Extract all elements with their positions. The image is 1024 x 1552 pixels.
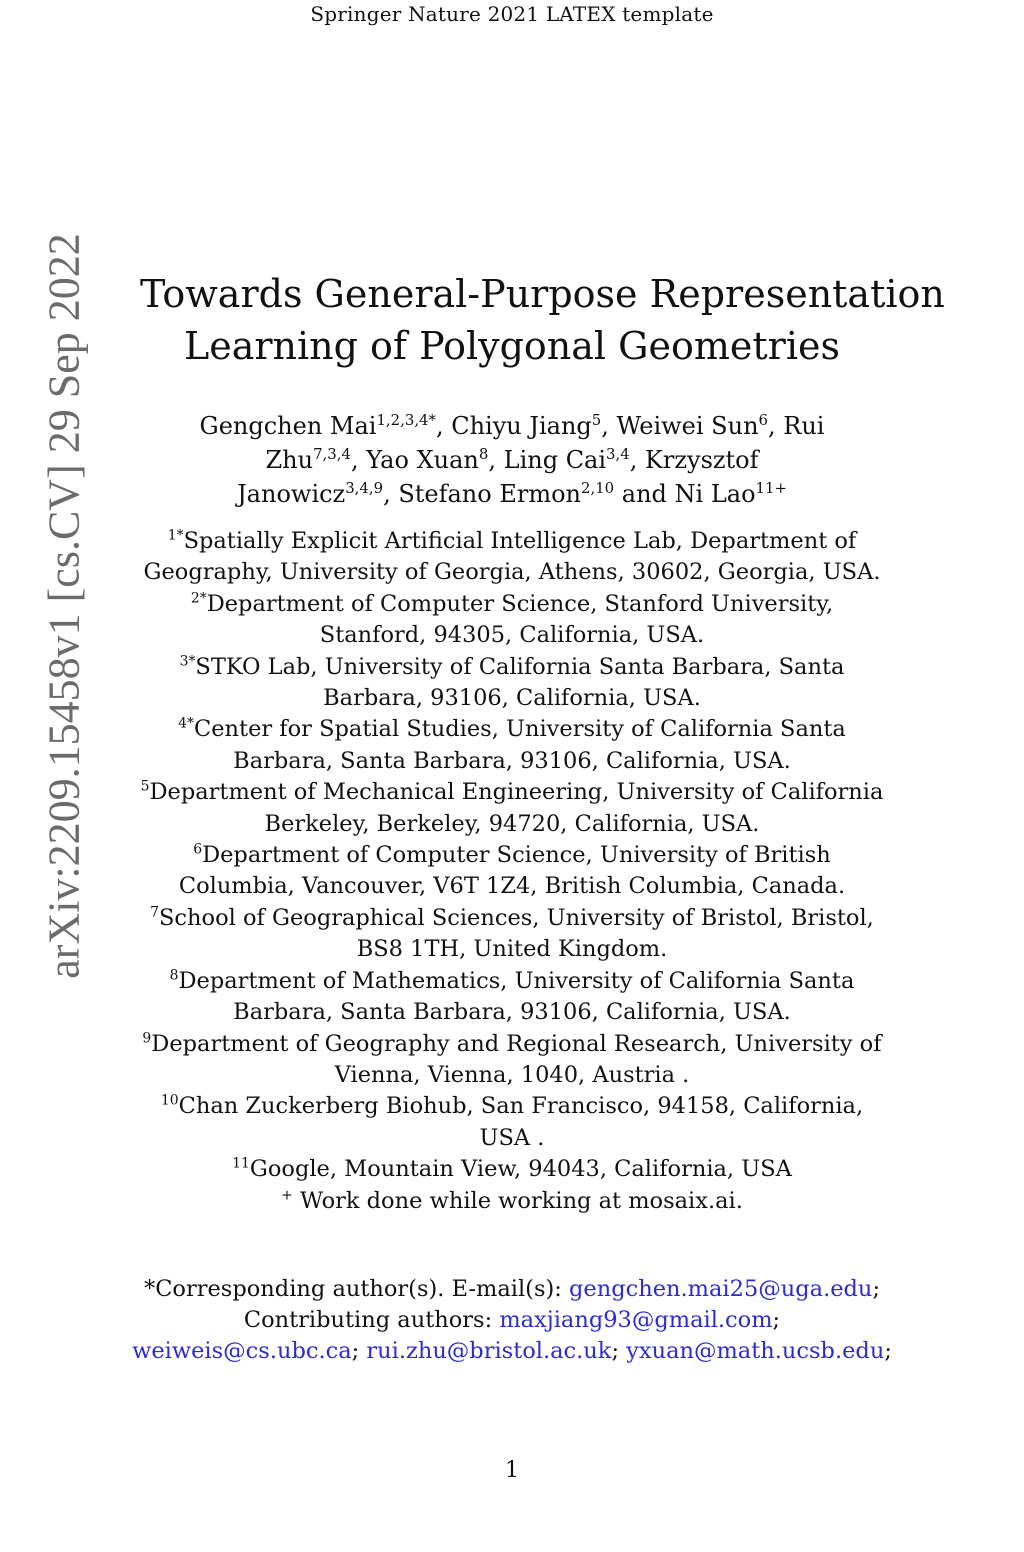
contributing-label: Contributing authors: — [243, 1307, 493, 1333]
author-list: Gengchen Mai$^{1,2,3,4*}$, Chiyu Jiang$^5$, Weiwei Sun$^6$, Rui Zhu$^{7,3,4}$, Yao Xuan$^8$, Ling Cai$^{3,4}$, Krzysztof Janowicz$^{3,4,9}$, Stefano Ermon$^{2,10}$ and Ni Lao$^{11+}$ — [199, 410, 825, 508]
affil-sup: 1* — [167, 527, 184, 544]
author-name: Ni Lao — [674, 480, 756, 508]
author-affil-sup: 7,3,4 — [313, 444, 351, 463]
affil-sup: 4* — [178, 715, 195, 732]
email-link[interactable]: weiweis@cs.ubc.ca — [132, 1338, 352, 1364]
author-name: Chiyu Jiang — [451, 412, 592, 440]
email-link[interactable]: maxjiang93@gmail.com — [499, 1307, 773, 1333]
affiliation-list: $^{1*}$Spatially Explicit Artificial Intelligence Lab, Department of Geography, University of Georgia, Athens, 30602, Georgia, USA. $^{2*}$Department of Computer Science, Stanford University, Stanford, 94305, California, USA. $^{3*}$STKO Lab, University of California Santa Barbara, Santa Barbara, 93106, California, USA. $^{4*}$Center for Spatial Studies, University of California Santa Barbara, Santa Barbara, 93106, California, USA. $^5$Department of Mechanical Engineering, University of California Berkeley, Berkeley, 94720, California, USA. $^6$Department of Computer Science, University of British Columbia, Vancouver, V6T 1Z4, British Columbia, Canada. $^7$School of Geographical Sciences, University of Bristol, Bristol, BS8 1TH, United Kingdom. $^8$Department of Mathematics, University of California Santa Barbara, Santa Barbara, 93106, California, USA. $^9$Department of Geography and Regional Research, University of Vienna, Vienna, 1040, Austria . $^{10}$Chan Zuckerberg Biohub, San Francisco, 94158, California, USA . $^{11}$Google, Mountain View, 94043, California, USA + Work done while working at mosaix.ai. — [140, 527, 884, 1214]
affil-sup: 8 — [169, 967, 179, 984]
email-link[interactable]: rui.zhu@bristol.ac.uk — [366, 1338, 612, 1364]
author-affil-sup: 2,10 — [581, 478, 615, 497]
author-name: Stefano Ermon — [398, 480, 581, 508]
author-affil-sup: 3,4 — [606, 444, 630, 463]
running-head: Springer Nature 2021 LATEX template — [310, 2, 714, 26]
affil-sup: 2* — [190, 590, 207, 607]
affil-sup: 11 — [232, 1155, 250, 1172]
affil-sup: 7 — [150, 904, 160, 921]
affil-sup: 6 — [193, 841, 203, 858]
affiliation-text: Google, Mountain View, 94043, California, USA — [249, 1156, 792, 1183]
affil-sup: 10 — [160, 1092, 179, 1109]
author-name: Ling Cai — [503, 446, 607, 474]
affil-sup: 5 — [140, 778, 150, 795]
author-name: Yao Xuan — [366, 446, 479, 474]
author-name: Gengchen Mai — [199, 412, 377, 440]
author-name: Weiwei Sun — [616, 412, 759, 440]
paper-title — [140, 268, 945, 372]
title-line: Towards General-Purpose Representation — [140, 272, 945, 316]
title-line: Learning of Polygonal Geometries — [184, 324, 840, 368]
page-number: 1 — [505, 1458, 519, 1483]
affil-sup: 9 — [142, 1029, 152, 1046]
email-link[interactable]: yxuan@math.ucsb.edu — [626, 1338, 885, 1364]
affiliation-text: Work done while working at mosaix.ai. — [299, 1187, 743, 1214]
author-affil-sup: 3,4,9 — [345, 478, 384, 497]
correspondence-block: *Corresponding author(s). E-mail(s): gengchen.mai25@uga.edu; Contributing authors: maxjiang93@gmail.com; weiweis@cs.ubc.ca; rui.zhu@bristol.ac.uk; yxuan@math.ucsb.edu; — [132, 1276, 892, 1364]
affil-sup: + — [281, 1186, 293, 1203]
author-affil-sup: 5 — [591, 410, 602, 429]
arxiv-identifier: arXiv:2209.15458v1 [cs.CV] 29 Sep 2022 — [39, 233, 89, 979]
email-link[interactable]: gengchen.mai25@uga.edu — [569, 1276, 873, 1302]
author-affil-sup: 8 — [478, 444, 489, 463]
author-affil-sup: 1,2,3,4* — [376, 410, 436, 429]
corresponding-label: *Corresponding author(s). E-mail(s): — [143, 1276, 562, 1302]
author-affil-sup: 6 — [758, 410, 768, 429]
affil-sup: 3* — [179, 652, 196, 669]
author-affil-sup: 11+ — [755, 478, 787, 497]
